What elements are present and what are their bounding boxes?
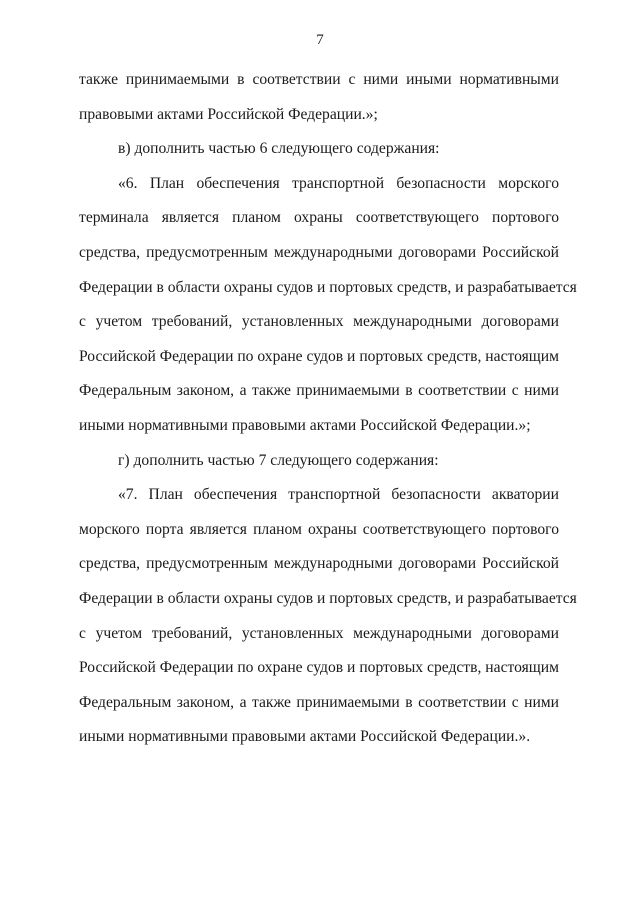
text-line: правовыми актами Российской Федерации.»;: [79, 105, 378, 123]
text-line: иными нормативными правовыми актами Российской Федерации.»;: [79, 416, 531, 434]
text-line: Федеральным законом, а также принимаемыми в соответствии с ними: [79, 382, 559, 400]
text-line: с учетом требований, установленных международными договорами: [79, 313, 559, 331]
paragraph-amendment-v: [79, 132, 559, 167]
text-line: «7. План обеспечения транспортной безопасности акватории: [118, 486, 559, 504]
text-line: Федеральным законом, а также принимаемыми в соответствии с ними: [79, 693, 559, 711]
text-line: Федерации в области охраны судов и портовых средств, и разрабатывается: [79, 589, 577, 607]
paragraph-part-6: [79, 167, 577, 444]
text-line: с учетом требований, установленных международными договорами: [79, 624, 559, 642]
text-line: Федерации в области охраны судов и портовых средств, и разрабатывается: [79, 278, 577, 296]
document-body: [79, 63, 577, 755]
text-line: также принимаемыми в соответствии с ними иными нормативными: [79, 71, 559, 88]
paragraph-continuation: [79, 63, 559, 132]
text-line: средства, предусмотренным международными договорами Российской: [79, 243, 559, 261]
text-line: иными нормативными правовыми актами Российской Федерации.».: [79, 728, 531, 746]
text-line: средства, предусмотренным международными договорами Российской: [79, 555, 559, 573]
text-line: «6. План обеспечения транспортной безопасности морского: [118, 174, 559, 192]
text-line: терминала является планом охраны соответствующего портового: [79, 209, 559, 227]
text-line: морского порта является планом охраны соответствующего портового: [79, 520, 559, 538]
text-line: Российской Федерации по охране судов и портовых средств, настоящим: [79, 659, 559, 677]
text-line: г) дополнить частью 7 следующего содержания:: [118, 451, 439, 469]
paragraph-part-7: [79, 478, 577, 755]
text-line: Российской Федерации по охране судов и портовых средств, настоящим: [79, 347, 559, 365]
text-line: в) дополнить частью 6 следующего содержания:: [118, 140, 440, 158]
page-number: 7: [316, 32, 324, 48]
paragraph-amendment-g: [79, 444, 559, 479]
